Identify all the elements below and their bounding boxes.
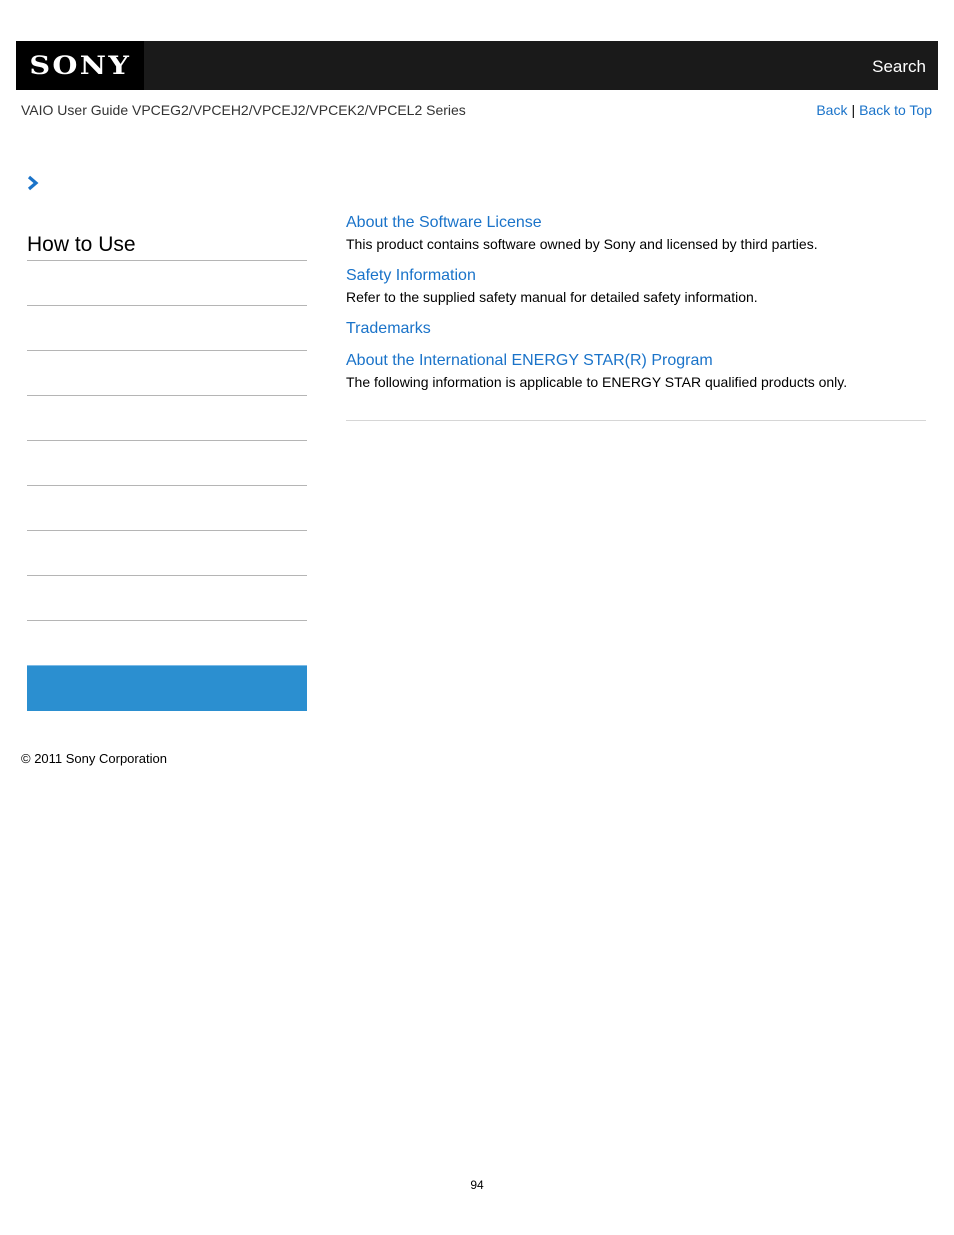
energy-star-link[interactable]: About the International ENERGY STAR(R) Program <box>346 352 713 369</box>
nav-separator: | <box>851 102 856 118</box>
main-content <box>346 213 926 404</box>
software-license-description: This product contains software owned by Sony and licensed by third parties. <box>346 236 818 252</box>
top-bar <box>16 41 938 90</box>
sidebar-item[interactable] <box>27 261 307 306</box>
software-license-link[interactable]: About the Software License <box>346 214 542 231</box>
sidebar <box>27 230 307 711</box>
chevron-right-icon[interactable] <box>26 175 40 191</box>
sony-logo[interactable] <box>16 41 144 90</box>
sidebar-item[interactable] <box>27 306 307 351</box>
back-to-top-link[interactable]: Back to Top <box>859 102 932 118</box>
sidebar-item[interactable] <box>27 486 307 531</box>
content-divider <box>346 420 926 421</box>
safety-information-description: Refer to the supplied safety manual for detailed safety information. <box>346 289 758 305</box>
entry-software-license <box>346 213 926 254</box>
sidebar-item[interactable] <box>27 531 307 576</box>
sidebar-item[interactable] <box>27 441 307 486</box>
sidebar-item[interactable] <box>27 396 307 441</box>
energy-star-description: The following information is applicable to ENERGY STAR qualified products only. <box>346 374 848 390</box>
back-link[interactable]: Back <box>816 102 848 118</box>
sidebar-item[interactable] <box>27 576 307 621</box>
sidebar-item-active[interactable] <box>27 665 307 711</box>
entry-trademarks <box>346 319 926 339</box>
copyright: © 2011 Sony Corporation <box>21 751 167 766</box>
sidebar-item[interactable] <box>27 351 307 396</box>
guide-title: VAIO User Guide VPCEG2/VPCEH2/VPCEJ2/VPCEK2/VPCEL2 Series <box>21 102 466 118</box>
entry-energy-star <box>346 351 926 392</box>
entry-safety-information <box>346 266 926 307</box>
logo-text: SONY <box>29 51 131 80</box>
page-number: 94 <box>470 1178 484 1192</box>
search-link[interactable]: Search <box>872 57 926 76</box>
top-nav-links <box>816 102 932 118</box>
trademarks-link[interactable]: Trademarks <box>346 320 431 337</box>
safety-information-link[interactable]: Safety Information <box>346 267 476 284</box>
sidebar-heading: How to Use <box>27 230 307 261</box>
